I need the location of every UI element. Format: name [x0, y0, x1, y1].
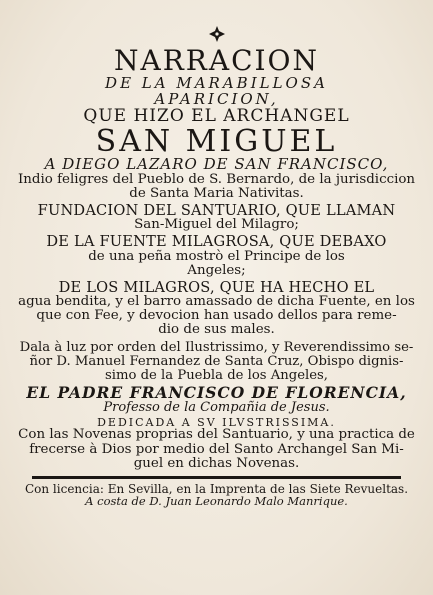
milagros-description-2: que con Fee, y devocion han usado dellos para reme-: [36, 308, 397, 324]
recipient-line: A DIEGO LAZARO DE SAN FRANCISCO,: [44, 155, 389, 174]
dala-line-1: Dala à luz por orden del Ilustrissimo, y Reverendissimo se-: [19, 340, 414, 356]
author-order: Professo de la Compañia de Jesus.: [103, 400, 330, 416]
dala-line-2: ñor D. Manuel Fernandez de Santa Cruz, Obispo dignis-: [29, 354, 404, 370]
milagros-heading: DE LOS MILAGROS, QUE HA HECHO EL: [58, 278, 375, 296]
dedication-line: DEDICADA A SV ILVSTRISSIMA.: [97, 415, 336, 429]
recipient-description-2: de Santa Maria Nativitas.: [129, 186, 304, 202]
horizontal-rule: [32, 476, 401, 479]
fuente-heading: DE LA FUENTE MILAGROSA, QUE DEBAXO: [46, 233, 387, 251]
author-name: EL PADRE FRANCISCO DE FLORENCIA,: [26, 383, 407, 402]
imprint-publisher: A costa de D. Juan Leonardo Malo Manrique.: [85, 494, 348, 509]
milagros-description-3: dio de sus males.: [158, 322, 275, 338]
sanctuary-name: San-Miguel del Milagro;: [134, 217, 299, 233]
fundacion-heading: FUNDACION DEL SANTUARIO, QUE LLAMAN: [37, 202, 396, 220]
subtitle-line-3: QUE HIZO EL ARCHANGEL: [83, 105, 350, 126]
cross-ornament-icon: [209, 26, 225, 42]
fuente-description-2: Angeles;: [187, 262, 246, 278]
novenas-line-1: Con las Novenas proprias del Santuario, y una practica de: [18, 427, 415, 443]
title-text-block: [18, 44, 415, 507]
milagros-description-1: agua bendita, y el barro amassado de dicha Fuente, en los: [18, 294, 415, 310]
book-title: NARRACION: [113, 44, 320, 77]
subtitle-line-1: DE LA MARABILLOSA: [105, 74, 328, 93]
subtitle-line-2: APARICION,: [154, 90, 279, 109]
novenas-line-2: frecerse à Dios por medio del Santo Archangel San Mi-: [29, 441, 404, 457]
novenas-line-3: guel en dichas Novenas.: [133, 455, 300, 471]
saint-name: SAN MIGUEL: [95, 123, 338, 159]
fuente-description-1: de una peña mostrò el Principe de los: [88, 248, 345, 264]
imprint-license: Con licencia: En Sevilla, en la Imprenta de las Siete Revueltas.: [24, 481, 409, 496]
dala-line-3: simo de la Puebla de los Angeles,: [104, 368, 328, 384]
recipient-description-1: Indio feligres del Pueblo de S. Bernardo, de la jurisdiccion: [18, 171, 416, 187]
